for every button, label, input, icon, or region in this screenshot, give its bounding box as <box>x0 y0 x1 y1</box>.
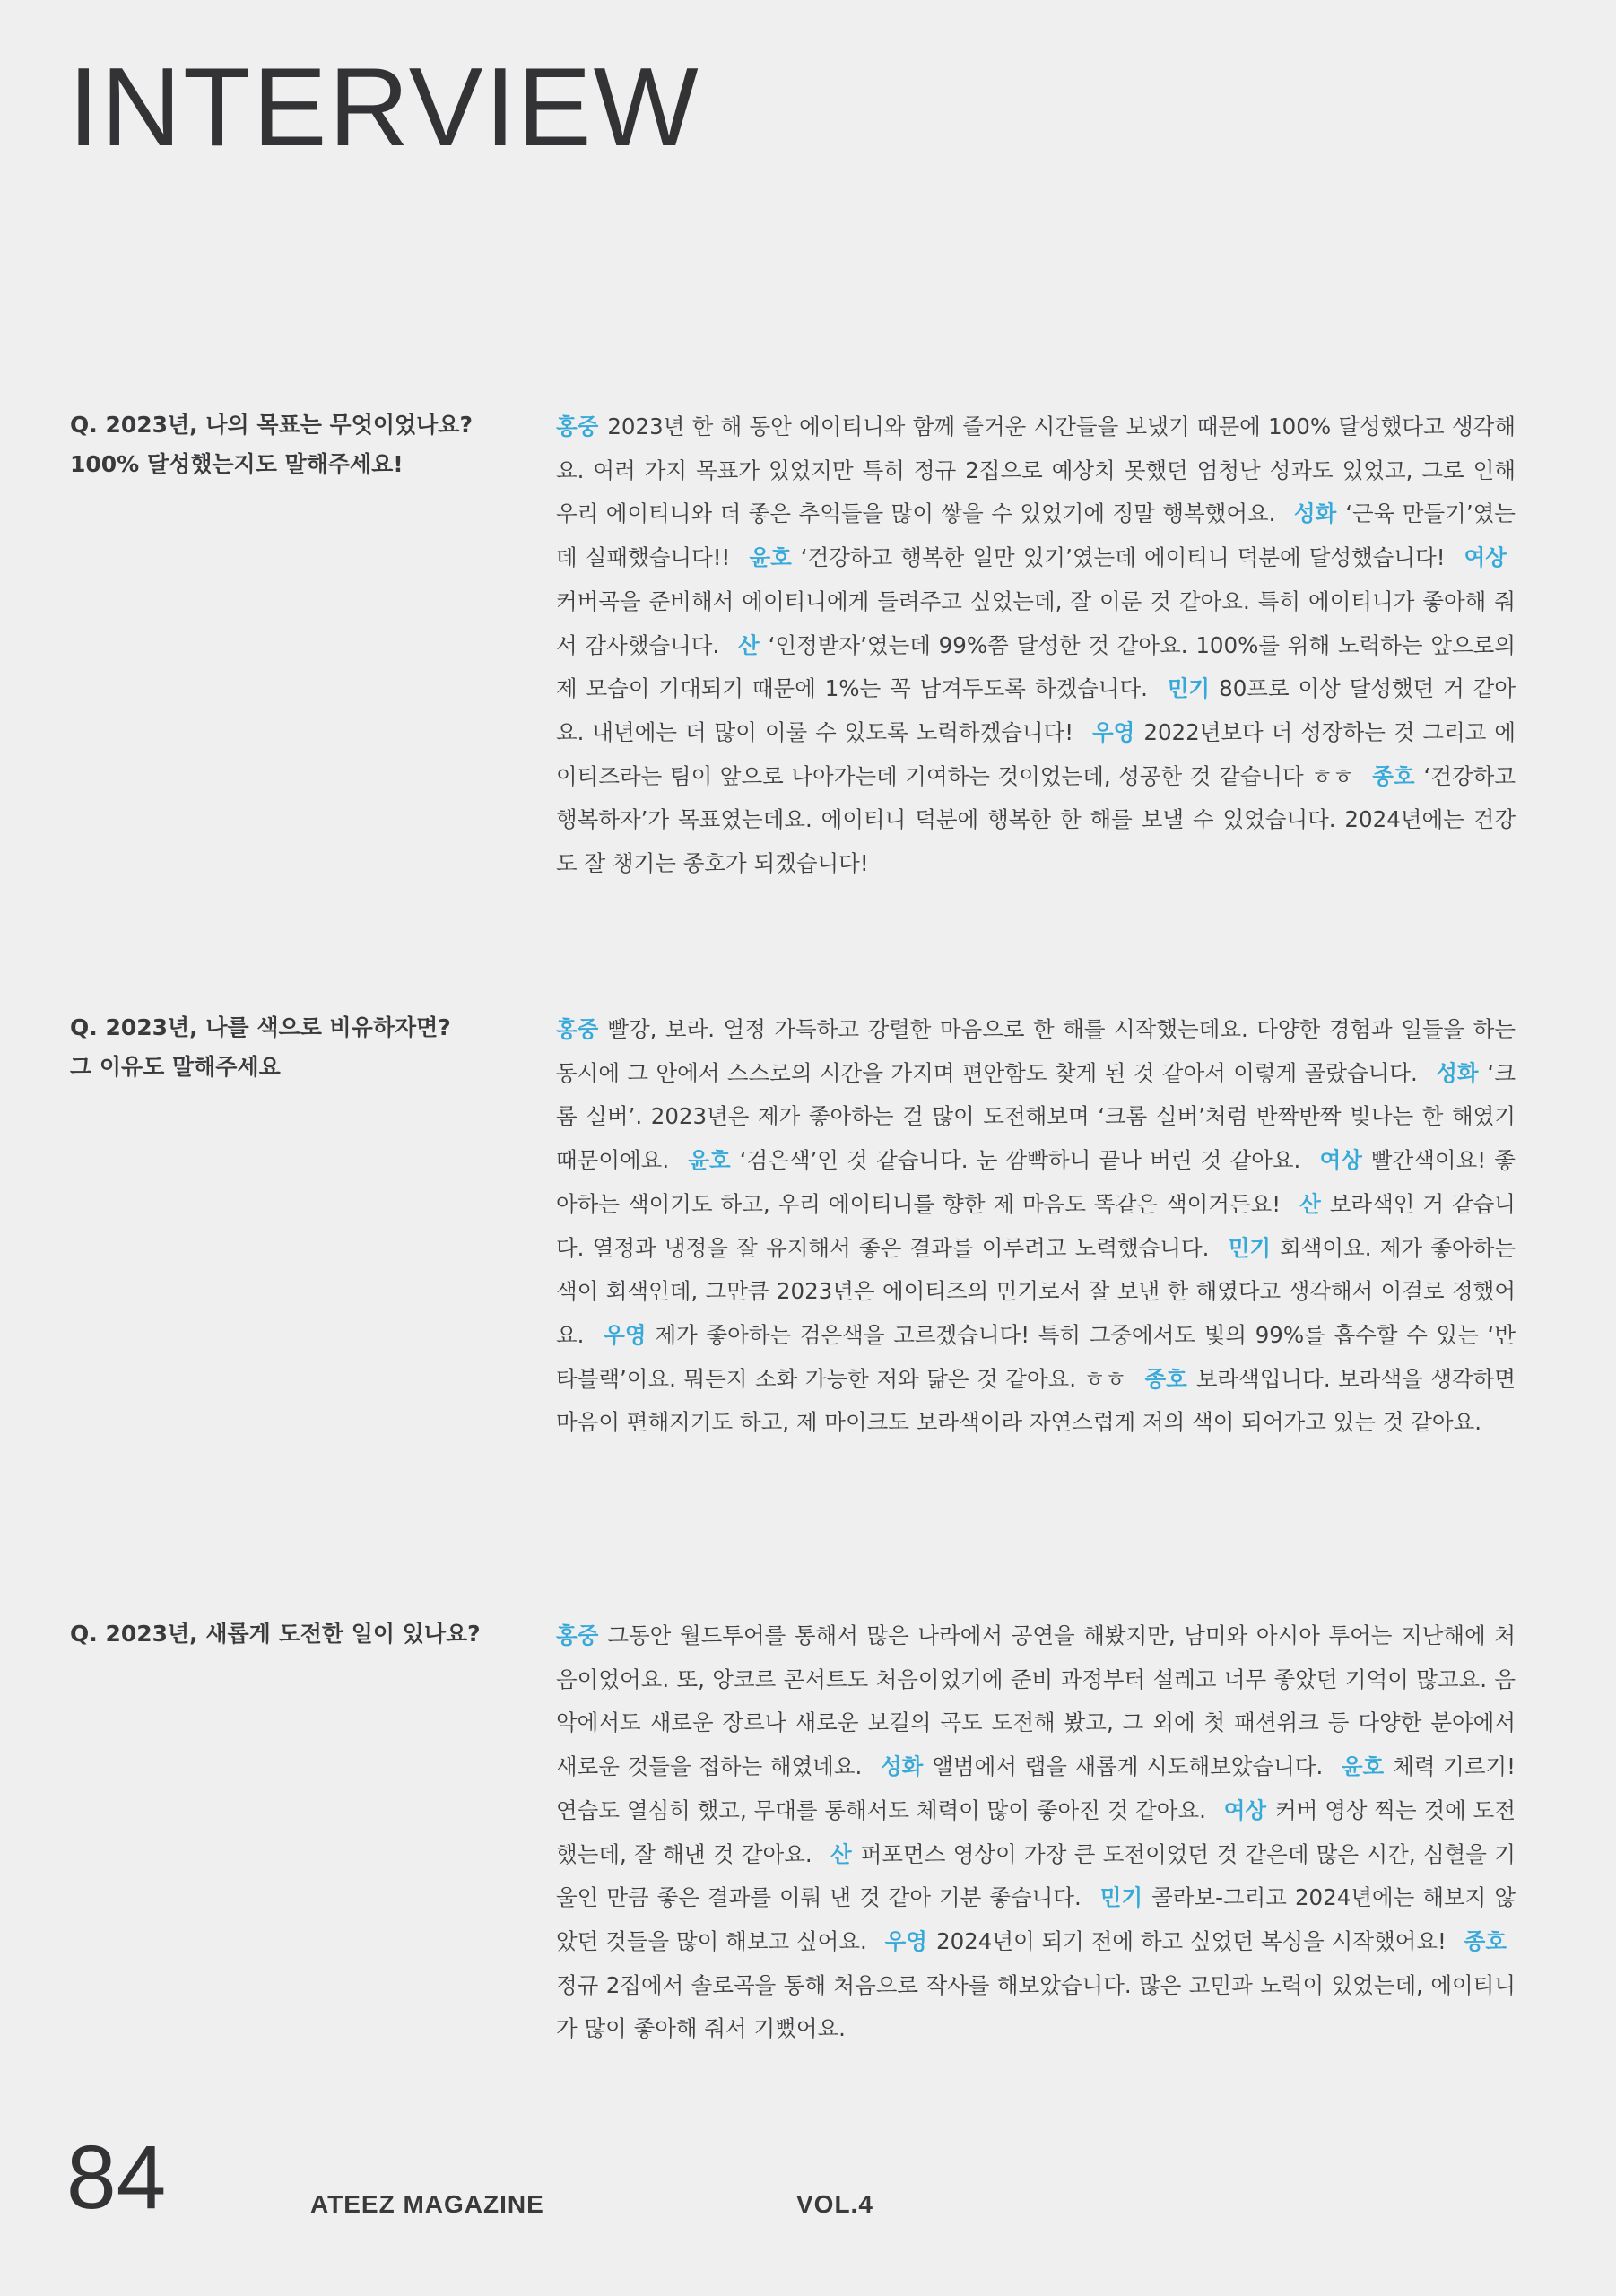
answer-text: ‘검은색’인 것 같습니다. 눈 깜빡하니 끝나 버린 것 같아요. <box>739 1147 1301 1174</box>
answer-text: 앨범에서 랩을 새롭게 시도해보았습니다. <box>932 1753 1324 1780</box>
speaker-name: 민기 <box>1099 1884 1143 1911</box>
answer-text: 체력 기르기! 연습도 열심히 했고, 무대를 통해서도 체력이 많이 좋아진 것 같아요. <box>556 1753 1516 1823</box>
question <box>70 1614 536 1654</box>
speaker-name: 윤호 <box>688 1147 731 1174</box>
answer-text: ‘건강하고 행복하자’가 목표였는데요. 에이티니 덕분에 행복한 한 해를 보낼 수 있었습니다. 2024년에는 건강도 잘 챙기는 종호가 되겠습니다! <box>556 762 1516 877</box>
speaker-name: 민기 <box>1228 1234 1272 1261</box>
answer-text: 빨강, 보라. 열정 가득하고 강렬한 마음으로 한 해를 시작했는데요. 다양한 경험과 일들을 하는 동시에 그 안에서 스스로의 시간을 가지며 편안함도 찾게 된 것 같아서 이렇게 골랐습니다. <box>556 1016 1516 1086</box>
volume-label: VOL.4 <box>796 2190 873 2218</box>
speaker-name: 종호 <box>1144 1365 1187 1392</box>
speaker-name: 여상 <box>1464 544 1507 571</box>
answer-text: 퍼포먼스 영상이 가장 큰 도전이었던 것 같은데 많은 시간, 심혈을 기울인 만큼 좋은 결과를 이뤄 낸 것 같아 기분 좋습니다. <box>556 1840 1516 1911</box>
answer-paragraph <box>556 405 1516 886</box>
answer-text: ‘크롬 실버’. 2023년은 제가 좋아하는 걸 많이 도전해보며 ‘크롬 실버’처럼 반짝반짝 빛나는 한 해였기 때문이에요. <box>556 1059 1516 1174</box>
answer-text: 제가 좋아하는 검은색을 고르겠습니다! 특히 그중에서도 빛의 99%를 흡수할 수 있는 ‘반타블랙’이요. 뭐든지 소화 가능한 저와 닮은 것 같아요. ㅎㅎ <box>556 1321 1516 1392</box>
answer-text: 빨간색이요! 좋아하는 색이기도 하고, 우리 에이티니를 향한 제 마음도 똑같은 색이거든요! <box>556 1147 1516 1217</box>
speaker-name: 종호 <box>1372 762 1415 789</box>
answer-text: 보라색입니다. 보라색을 생각하면 마음이 편해지기도 하고, 제 마이크도 보라색이라 자연스럽게 저의 색이 되어가고 있는 것 같아요. <box>556 1365 1516 1436</box>
question-line: 100% 달성했는지도 말해주세요! <box>70 451 404 477</box>
answer-text: 회색이요. 제가 좋아하는 색이 회색인데, 그만큼 2023년은 에이티즈의 민기로서 잘 보낸 한 해였다고 생각해서 이걸로 정했어요. <box>556 1234 1516 1348</box>
answer-text: 콜라보-그리고 2024년에는 해보지 않았던 것들을 많이 해보고 싶어요. <box>556 1884 1516 1954</box>
question <box>70 1008 536 1087</box>
speaker-name: 성화 <box>1436 1059 1479 1086</box>
speaker-name: 성화 <box>1293 500 1337 527</box>
answer-text: 정규 2집에서 솔로곡을 통해 처음으로 작사를 해보았습니다. 많은 고민과 노력이 있었는데, 에이티니가 많이 좋아해 줘서 기뻤어요. <box>556 1971 1516 2042</box>
question <box>70 405 536 484</box>
speaker-name: 우영 <box>1092 718 1135 745</box>
answer-text: 커버곡을 준비해서 에이티니에게 들려주고 싶었는데, 잘 이룬 것 같아요. 특히 에이티니가 좋아해 줘서 감사했습니다. <box>556 587 1516 658</box>
speaker-name: 우영 <box>884 1927 927 1954</box>
page-title: INTERVIEW <box>68 46 700 170</box>
speaker-name: 산 <box>738 631 760 658</box>
question-line: Q. 2023년, 나의 목표는 무엇이었나요? <box>70 412 473 438</box>
answer-paragraph <box>556 1614 1516 2051</box>
speaker-name: 홍중 <box>556 1016 599 1042</box>
answer-text: 커버 영상 찍는 것에 도전했는데, 잘 해낸 것 같아요. <box>556 1796 1516 1867</box>
answer-text: ‘인정받자’였는데 99%쯤 달성한 것 같아요. 100%를 위해 노력하는 앞으로의 제 모습이 기대되기 때문에 1%는 꼭 남겨두도록 하겠습니다. <box>556 631 1516 702</box>
answer-text: 보라색인 거 같습니다. 열정과 냉정을 잘 유지해서 좋은 결과를 이루려고 노력했습니다. <box>556 1190 1516 1261</box>
speaker-name: 여상 <box>1223 1796 1267 1823</box>
answer-text: 2024년이 되기 전에 하고 싶었던 복싱을 시작했어요! <box>935 1927 1447 1954</box>
speaker-name: 윤호 <box>749 544 792 571</box>
speaker-name: 우영 <box>604 1321 647 1348</box>
answer-text: 2022년보다 더 성장하는 것 그리고 에이티즈라는 팀이 앞으로 나아가는데 기여하는 것이었는데, 성공한 것 같습니다 ㅎㅎ <box>556 718 1516 789</box>
speaker-name: 홍중 <box>556 1622 599 1648</box>
answer-text: ‘건강하고 행복한 일만 있기’였는데 에이티니 덕분에 달성했습니다! <box>800 544 1446 571</box>
speaker-name: 성화 <box>880 1753 924 1780</box>
speaker-name: 산 <box>830 1840 852 1867</box>
question-line: 그 이유도 말해주세요 <box>70 1054 281 1080</box>
speaker-name: 산 <box>1299 1190 1321 1217</box>
speaker-name: 여상 <box>1319 1147 1362 1174</box>
answer-paragraph <box>556 1008 1516 1445</box>
answer-text: 그동안 월드투어를 통해서 많은 나라에서 공연을 해봤지만, 남미와 아시아 투어는 지난해에 처음이었어요. 또, 앙코르 콘서트도 처음이었기에 준비 과정부터 설레고 너무 좋았던 기억이 많고요. 음악에서도 새로운 장르나 새로운 보컬의 곡도 도전해 봤고, 그 외에 첫 패션위크 등 다양한 분야에서 새로운 것들을 접하는 해였네요. <box>556 1622 1516 1780</box>
question-line: Q. 2023년, 새롭게 도전한 일이 있나요? <box>70 1621 481 1647</box>
answer-text: 2023년 한 해 동안 에이티니와 함께 즐거운 시간들을 보냈기 때문에 100% 달성했다고 생각해요. 여러 가지 목표가 있었지만 특히 정규 2집으로 예상치 못했던 엄청난 성과도 있었고, 그로 인해 우리 에이티니와 더 좋은 추억들을 많이 쌓을 수 있었기에 정말 행복했어요. <box>556 413 1516 527</box>
page-number: 84 <box>66 2127 167 2228</box>
speaker-name: 홍중 <box>556 413 599 439</box>
speaker-name: 종호 <box>1464 1927 1507 1954</box>
question-line: Q. 2023년, 나를 색으로 비유하자면? <box>70 1014 451 1040</box>
answer-text: ‘근육 만들기’였는데 실패했습니다!! <box>556 500 1516 571</box>
answer-text: 80프로 이상 달성했던 거 같아요. 내년에는 더 많이 이룰 수 있도록 노력하겠습니다! <box>556 675 1516 745</box>
speaker-name: 윤호 <box>1341 1753 1385 1780</box>
magazine-name: ATEEZ MAGAZINE <box>310 2190 544 2218</box>
speaker-name: 민기 <box>1167 675 1211 702</box>
